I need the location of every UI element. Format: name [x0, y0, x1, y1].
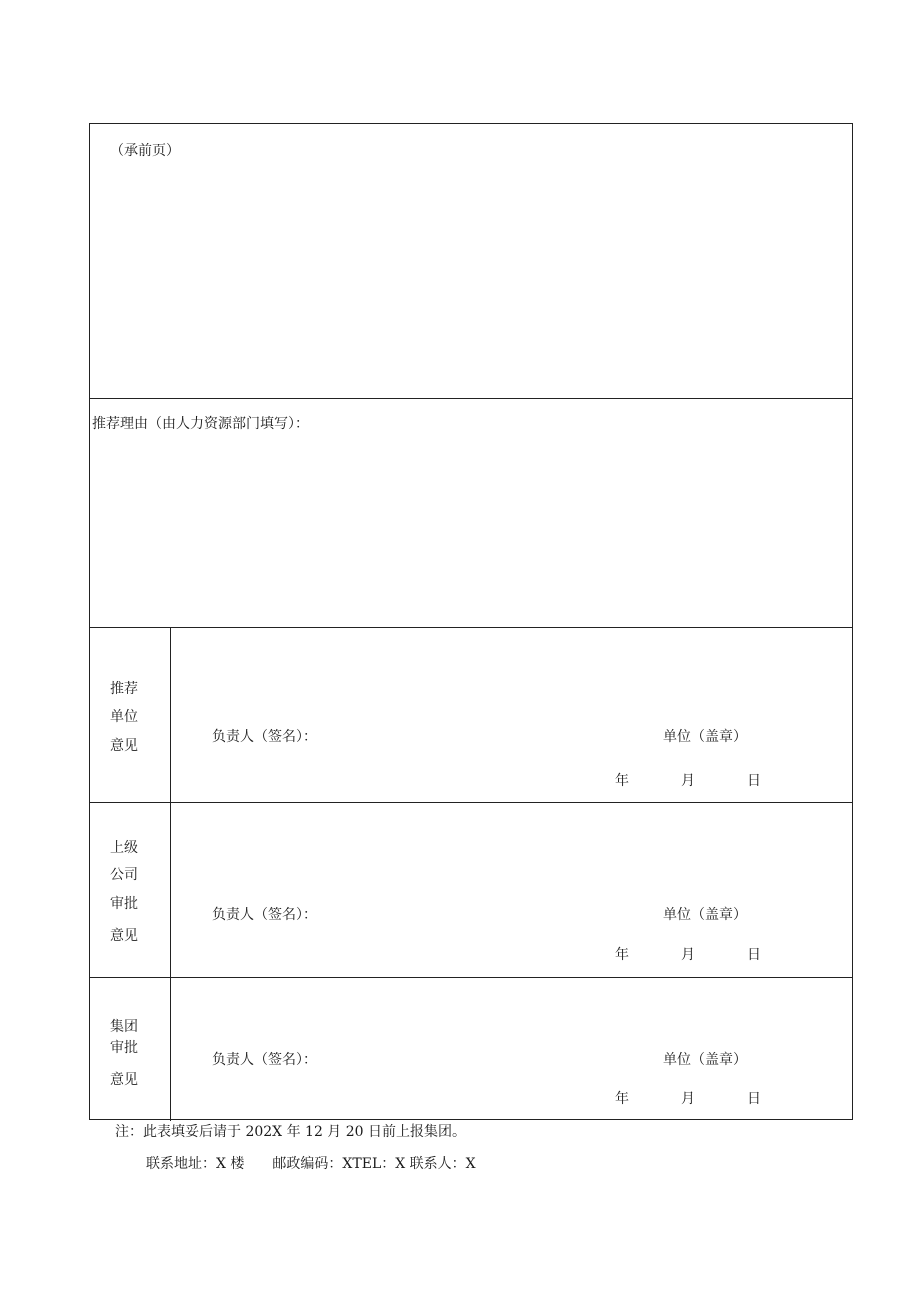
year-label: 年: [615, 773, 629, 789]
label-column-divider: [170, 627, 171, 1121]
divider: [90, 977, 852, 978]
signer-label: 负责人（签名）：: [212, 729, 317, 745]
month-label: 月: [681, 1091, 695, 1107]
recommend-reason-label: 推荐理由（由人力资源部门填写）：: [92, 416, 309, 432]
continuation-text: （承前页）: [110, 143, 180, 159]
seal-label: 单位（盖章）: [663, 907, 747, 923]
month-label: 月: [681, 773, 695, 789]
day-label: 日: [747, 947, 761, 963]
day-label: 日: [747, 1091, 761, 1107]
footer-note: 注：此表填妥后请于 202X 年 12 月 20 日前上报集团。: [115, 1124, 467, 1140]
section-label-line: 单位: [110, 709, 138, 725]
divider: [90, 398, 852, 399]
divider: [90, 627, 852, 628]
year-label: 年: [615, 1091, 629, 1107]
divider: [90, 802, 852, 803]
seal-label: 单位（盖章）: [663, 1052, 747, 1068]
section-label-line: 集团: [110, 1019, 138, 1035]
section-label-line: 意见: [110, 738, 138, 754]
signer-label: 负责人（签名）：: [212, 1052, 317, 1068]
seal-label: 单位（盖章）: [663, 729, 747, 745]
section-label-line: 推荐: [110, 681, 138, 697]
signer-label: 负责人（签名）：: [212, 907, 317, 923]
year-label: 年: [615, 947, 629, 963]
section-label-line: 意见: [110, 1072, 138, 1088]
section-label-line: 上级: [110, 840, 138, 856]
section-label-line: 审批: [110, 1040, 138, 1056]
day-label: 日: [747, 773, 761, 789]
recommendation-form: [89, 123, 853, 1120]
section-label-line: 审批: [110, 896, 138, 912]
month-label: 月: [681, 947, 695, 963]
section-label-line: 公司: [110, 867, 138, 883]
footer-contact: 联系地址：X 楼 邮政编码：XTEL：X 联系人：X: [146, 1156, 476, 1172]
section-label-line: 意见: [110, 928, 138, 944]
